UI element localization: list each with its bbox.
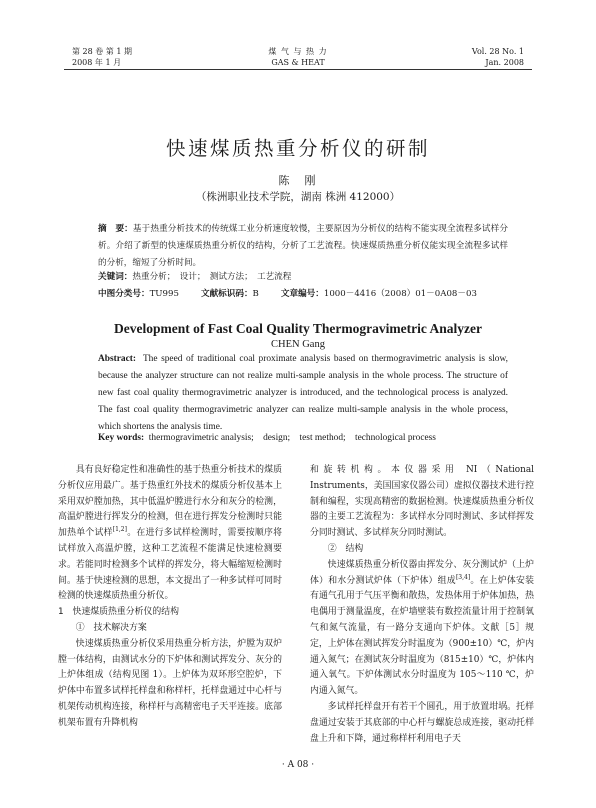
body-paragraph — [58, 463, 282, 605]
classification-row — [98, 286, 508, 303]
volume-issue-cn: 第 28 卷 第 1 期 — [72, 47, 132, 56]
abstract-cn-label: 摘 要： — [98, 224, 133, 234]
keywords-en-text: thermogravimetric analysis; design; test method; technological process — [148, 433, 436, 443]
citation-ref: [3,4] — [455, 573, 471, 581]
body-column-right — [310, 463, 534, 747]
article-number-label: 文章编号： — [280, 289, 324, 299]
citation-ref: [1,2] — [112, 526, 127, 534]
page-number: · A 08 · — [281, 760, 315, 770]
keywords-cn-text: 热重分析； 设计； 测试方法； 工艺流程 — [132, 272, 292, 282]
keywords-cn — [98, 269, 508, 286]
date-en: Jan. 2008 — [485, 58, 524, 67]
paragraph-text: 。在上炉体安装有通气孔用于气压平衡和散热，发热体用于炉体加热，热电偶用于测量温度，在炉墙壁装有数控流量计用于控制氧气和氮气流量，有一路分支通向下炉体。文献［5］规定，上炉体在测试挥发分时温度为（900±10）℃，炉内通入氮气；在测试灰分时温度为（815±10）℃，炉体内通入氧气。下炉体测试水分时温度为 105～110 ℃，炉内通入氮气。 — [310, 575, 535, 697]
body-column-left — [58, 463, 282, 732]
clc-label: 中图分类号： — [98, 289, 150, 299]
body-paragraph — [310, 558, 534, 700]
abstract-cn-text: 基于热重分析技术的传统煤工业分析速度较慢，主要原因为分析仪的结构不能实现全流程多试样分析。介绍了新型的快速煤质热重分析仪的结构，分析了工艺流程。快速煤质热重分析仪能实现全流程多试样的分析，缩短了分析时间。 — [98, 224, 508, 268]
body-paragraph: 快速煤质热重分析仪采用热重分析方法，炉膛为双炉膛一体结构，由测试水分的下炉体和测试挥发分、灰分的上炉体组成（结构见图 1）。上炉体为双环形空腔炉，下炉体中布置多试样托样盘和称样杆，托样盘通过中心杆与机架传动机构连接，称样杆与高精密电子天平连接。底部机架布置有升降机构 — [58, 638, 282, 728]
article-number-value: 1000－4416（2008）01－0A08－03 — [323, 289, 477, 299]
keywords-en — [98, 430, 508, 447]
header-rule — [64, 69, 532, 70]
author-affiliation-cn: （株洲职业技术学院，湖南 株洲 412000） — [195, 191, 401, 203]
doc-code-label: 文献标识码： — [200, 289, 253, 299]
clc-value: TU995 — [149, 289, 179, 299]
article-title-en: Development of Fast Coal Quality Thermogravimetric Analyzer — [114, 321, 482, 336]
subsection-heading: ② 结构 — [327, 543, 364, 554]
date-cn: 2008 年 1 月 — [72, 58, 122, 67]
body-paragraph: 和旋转机构。本仪器采用 NI（National Instruments，美国国家仪器公司）虚拟仪器技术进行控制和编程，实现高精密的数据检测。快速煤质热重分析仪器的主要工艺流程为：多试样水分同时测试、多试样挥发分同时测试、多试样灰分同时测试。 — [310, 465, 534, 539]
keywords-en-label: Key words: — [98, 433, 145, 443]
article-title-cn: 快速煤质热重分析仪的研制 — [165, 137, 430, 160]
journal-name-cn: 煤 气 与 热 力 — [268, 47, 328, 56]
abstract-cn — [98, 221, 508, 271]
abstract-en-label: Abstract: — [98, 354, 137, 364]
author-name-cn: 陈 刚 — [278, 174, 318, 187]
abstract-en — [98, 351, 508, 436]
section-heading: 1 快速煤质热重分析仪的结构 — [58, 607, 180, 618]
volume-issue-en: Vol. 28 No. 1 — [471, 47, 524, 56]
paragraph-text: 具有良好稳定性和准确性的基于热重分析技术的煤质分析仪应用最广。基于热重红外技术的煤质分析仪基本上采用双炉膛加热，其中低温炉膛进行水分和灰分的检测，高温炉膛进行挥发分的检测，但在进行挥发分检测时只能加热单个试样 — [58, 465, 282, 539]
running-header-right — [472, 46, 524, 68]
paragraph-text: 快速煤质热重分析仪器由挥发分、灰分测试炉（上炉体）和水分测试炉体（下炉体）组成 — [310, 559, 534, 586]
doc-code-value: B — [252, 289, 259, 299]
body-paragraph: 多试样托样盘开有若干个圆孔，用于放置坩埚。托样盘通过安装于其底部的中心杆与螺旋总成连接，驱动托样盘上升和下降，通过称样杆利用电子天 — [310, 701, 534, 744]
abstract-en-text: The speed of traditional coal proximate analysis based on thermogravimetric analysis is slow, because the analyzer structure can not realize multi-sample analysis in the whole process. The structure of new fast coal quality thermogravimetric analyzer is introduced, and the technological process is analyzed. The fast coal quality thermogravimetric analyzer can realize multi-sample analysis in the whole process, which shortens the analysis time. — [98, 354, 508, 433]
journal-name-en: GAS & HEAT — [271, 58, 325, 67]
author-name-en: CHEN Gang — [271, 339, 325, 350]
keywords-cn-label: 关键词： — [98, 272, 133, 282]
paragraph-text: 。在进行多试样检测时，需要按顺序将试样放入高温炉膛，这种工艺流程不能满足快速检测要求。若能同时检测多个试样的挥发分，将大幅缩短检测时间。基于快速检测的思想，本文提出了一种多试样可同时检测的快速煤质热重分析仪。 — [58, 528, 283, 602]
subsection-heading: ① 技术解决方案 — [75, 622, 147, 633]
